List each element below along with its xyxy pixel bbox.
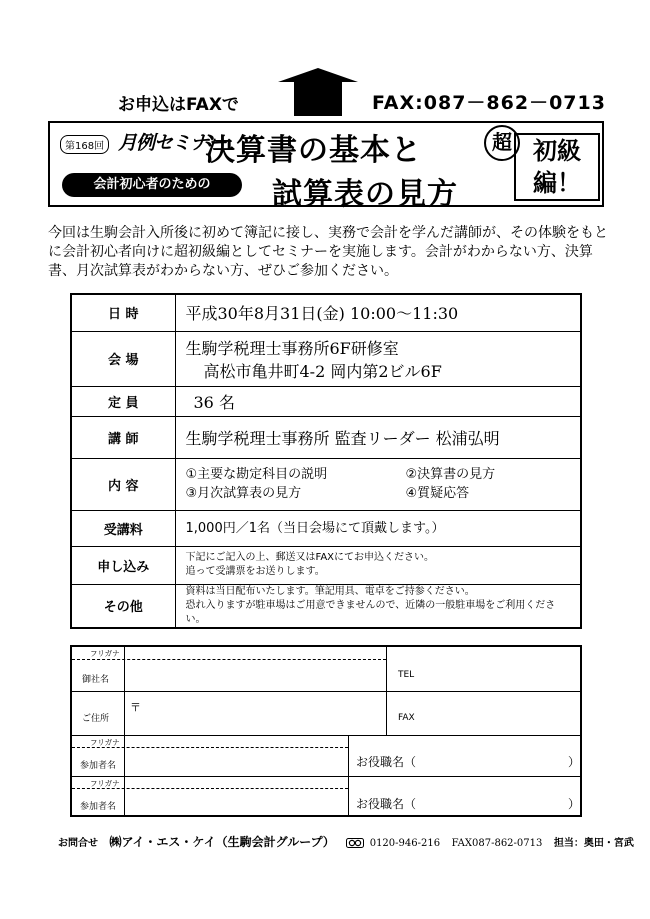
date-label: 日 時 xyxy=(71,294,175,331)
date-value: 平成30年8月31日(金) 10:00～11:30 xyxy=(175,294,581,331)
table-row xyxy=(71,331,581,386)
role-close: ） xyxy=(568,797,581,811)
apply-line: 追って受講票をお送りします。 xyxy=(185,566,325,577)
content-item: ①主要な勘定科目の説明 xyxy=(185,467,328,482)
contact-company: ㈱アイ・エス・ケイ（生駒会計グループ） xyxy=(109,835,335,849)
tel-label: TEL xyxy=(398,670,415,680)
content-item: ②決算書の見方 xyxy=(405,467,496,482)
contact-staff: 担当：奥田・宮武 xyxy=(553,838,634,849)
contact-label: お問合せ xyxy=(58,838,98,849)
apply-label: 申し込み xyxy=(71,546,175,584)
seminar-details-table xyxy=(70,293,582,629)
form-rule xyxy=(72,691,582,692)
role-label: お役職名（ xyxy=(356,755,417,769)
level-line1: 初級 xyxy=(533,137,581,165)
furigana-label: フリガナ xyxy=(90,738,120,747)
attendee-label: 参加者名 xyxy=(80,802,117,812)
fax-lead-text: お申込はFAXで xyxy=(118,95,239,115)
lecturer-label: 講 師 xyxy=(71,416,175,458)
freedial-icon xyxy=(346,838,364,848)
table-row xyxy=(71,458,581,510)
seminar-title-line2: 試算表の見方 xyxy=(272,177,458,212)
role-close: ） xyxy=(568,755,581,769)
fee-label: 受講料 xyxy=(71,510,175,546)
table-row xyxy=(71,510,581,546)
level-line2: 編！ xyxy=(533,169,581,197)
postal-mark: 〒 xyxy=(130,701,141,714)
fee-value: 1,000円／1名（当日会場にて頂戴します。） xyxy=(175,510,581,546)
furigana-label: フリガナ xyxy=(90,649,120,658)
other-line: 恐れ入りますが駐車場はご用意できませんので、近隣の一般駐車場をご利用ください。 xyxy=(185,599,556,625)
company-label: 御社名 xyxy=(82,675,110,685)
capacity-label: 定 員 xyxy=(71,386,175,416)
form-rule xyxy=(72,735,582,736)
venue-label: 会 場 xyxy=(71,331,175,386)
content-value xyxy=(175,458,581,510)
title-banner xyxy=(48,121,604,212)
seminar-title-line1: 決算書の基本と xyxy=(205,133,422,168)
attendee-label: 参加者名 xyxy=(80,761,117,771)
super-mark: 超 xyxy=(484,125,520,161)
content-item: ③月次試算表の見方 xyxy=(185,486,302,501)
application-form xyxy=(70,645,582,817)
series-name: 月例セミナー xyxy=(118,132,227,154)
furigana-label: フリガナ xyxy=(90,779,120,788)
form-rule xyxy=(72,776,582,777)
other-value xyxy=(175,584,581,628)
other-label: その他 xyxy=(71,584,175,628)
address-label: ご住所 xyxy=(82,714,110,724)
other-line: 資料は当日配布いたします。筆記用具、電卓をご持参ください。 xyxy=(185,585,475,597)
capacity-value: 36 名 xyxy=(175,386,581,416)
content-item: ④質疑応答 xyxy=(405,486,470,501)
form-divider xyxy=(348,735,349,815)
lecturer-value: 生駒学税理士事務所 監査リーダー 松浦弘明 xyxy=(175,416,581,458)
table-row xyxy=(71,546,581,584)
contact-footer xyxy=(58,833,634,850)
table-row xyxy=(71,386,581,416)
apply-value xyxy=(175,546,581,584)
intro-text: 今回は生駒会計入所後に初めて簿記に接し、実務で会計を学んだ講師が、その体験をもとに会計初心者向けに超初級編としてセミナーを実施します。会計がわからない方、決算書、月次試算表がわからない方、ぜひご参加ください。 xyxy=(48,225,608,279)
footer-fax: FAX087-862-0713 xyxy=(451,838,543,849)
role-label: お役職名（ xyxy=(356,797,417,811)
audience-pill: 会計初心者のための xyxy=(62,173,242,197)
fax-label: FAX xyxy=(398,713,415,723)
level-box xyxy=(514,133,600,201)
form-divider xyxy=(124,647,125,815)
fax-number: FAX:087－862－0713 xyxy=(372,92,606,114)
up-arrow-icon xyxy=(278,68,358,116)
table-row xyxy=(71,584,581,628)
freedial-number: 0120-946-216 xyxy=(369,838,441,849)
table-row xyxy=(71,294,581,331)
table-row xyxy=(71,416,581,458)
content-label: 内 容 xyxy=(71,458,175,510)
form-dash-rule xyxy=(72,659,386,660)
venue-address: 高松市亀井町4-2 岡内第2ビル6F xyxy=(203,361,442,381)
venue-name: 生駒学税理士事務所6F研修室 xyxy=(185,338,399,358)
venue-value xyxy=(175,331,581,386)
apply-line: 下記にご記入の上、郵送又はFAXにてお申込ください。 xyxy=(185,552,435,563)
session-badge: 第168回 xyxy=(60,135,109,154)
